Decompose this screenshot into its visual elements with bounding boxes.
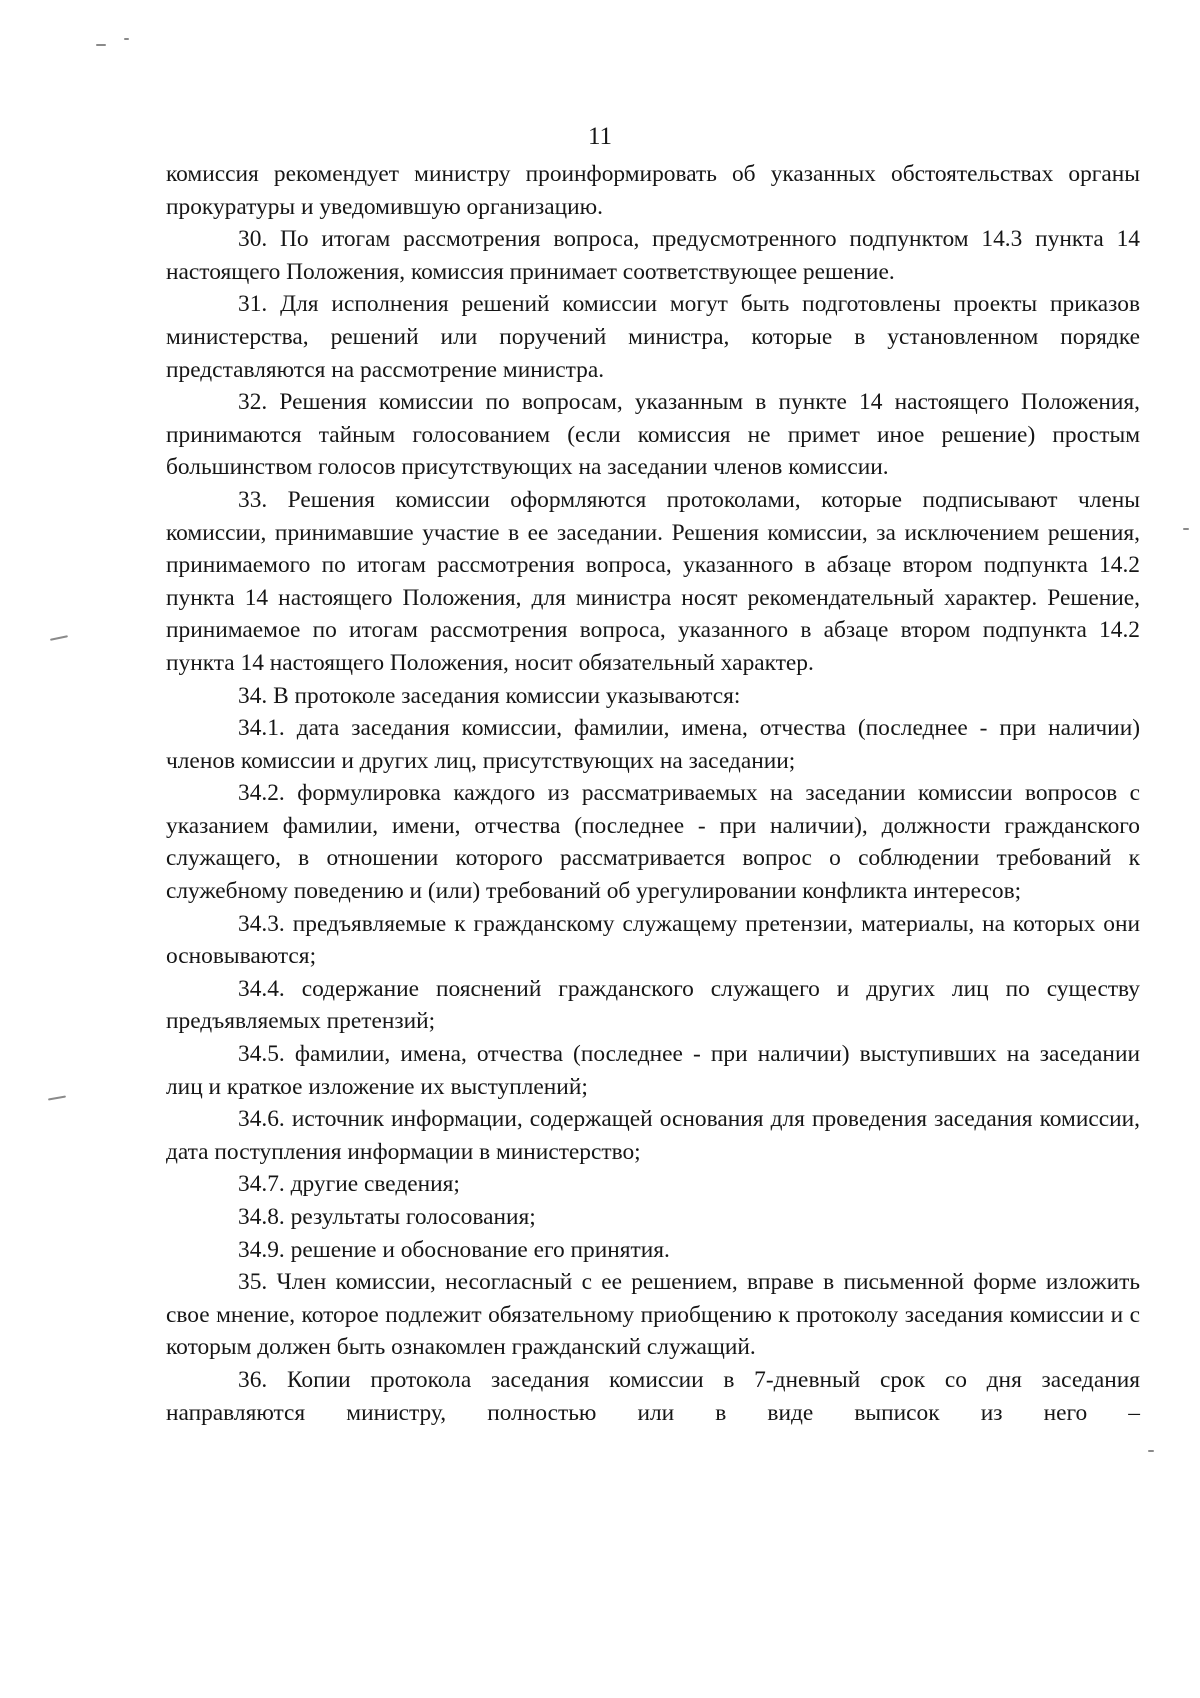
paragraph-31: 31. Для исполнения решений комиссии могут быть подготовлены проекты приказов министерства, решений или поручений министра, которые в установленном порядке представляются на рассмотрение министра. [166, 291, 1140, 383]
paragraph-34-2: 34.2. формулировка каждого из рассматриваемых на заседании комиссии вопросов с указанием фамилии, имени, отчества (последнее - при наличии), должности гражданского служащего, в отношении которого рассматривается вопрос о соблюдении требований к служебному поведению и (или) требований об урегулировании конфликта интересов; [166, 780, 1140, 905]
paragraph-32: 32. Решения комиссии по вопросам, указанным в пункте 14 настоящего Положения, принимаются тайным голосованием (если комиссия не примет иное решение) простым большинством голосов присутствующих на заседании членов комиссии. [166, 389, 1140, 481]
paragraph-33: 33. Решения комиссии оформляются протоколами, которые подписывают члены комиссии, принимавшие участие в ее заседании. Решения комиссии, за исключением решения, принимаемого по итогам рассмотрения вопроса, указанного в абзаце втором подпункта 14.2 пункта 14 настоящего Положения, для министра носят рекомендательный характер. Решение, принимаемое по итогам рассмотрения вопроса, указанного в абзаце втором подпункта 14.2 пункта 14 настоящего Положения, носит обязательный характер. [166, 486, 1140, 676]
scan-speck [124, 38, 129, 40]
scan-speck [96, 44, 106, 46]
paragraph-34-3: 34.3. предъявляемые к гражданскому служащему претензии, материалы, на которых они основываются; [166, 910, 1140, 970]
paragraph-34-6: 34.6. источник информации, содержащей основания для проведения заседания комиссии, дата поступления информации в министерство; [166, 1106, 1140, 1165]
paragraph-34-5: 34.5. фамилии, имена, отчества (последнее - при наличии) выступивших на заседании лиц и краткое изложение их выступлений; [166, 1041, 1140, 1100]
scan-speck [1183, 528, 1189, 530]
document-body [166, 158, 1140, 1429]
paragraph-34-1: 34.1. дата заседания комиссии, фамилии, имена, отчества (последнее - при наличии) членов комиссии и других лиц, присутствующих на заседании; [166, 715, 1140, 774]
scan-speck [50, 635, 68, 641]
paragraph-35: 35. Член комиссии, несогласный с ее решением, вправе в письменной форме изложить свое мнение, которое подлежит обязательному приобщению к протоколу заседания комиссии и с которым должен быть ознакомлен гражданский служащий. [166, 1269, 1140, 1361]
scan-speck [48, 1095, 66, 1100]
paragraph-34-4: 34.4. содержание пояснений гражданского служащего и других лиц по существу предъявляемых претензий; [166, 975, 1140, 1035]
paragraph-continuation: комиссия рекомендует министру проинформировать об указанных обстоятельствах органы прокуратуры и уведомившую организацию. [166, 161, 1140, 220]
paragraph-34-9: 34.9. решение и обоснование его принятия. [238, 1236, 670, 1263]
page-number: 11 [587, 123, 613, 150]
paragraph-34: 34. В протоколе заседания комиссии указываются: [238, 682, 741, 709]
paragraph-34-7: 34.7. другие сведения; [238, 1171, 460, 1198]
paragraph-36: 36. Копии протокола заседания комиссии в 7-дневный срок со дня заседания направляются министру, полностью или в виде выписок из него – [166, 1366, 1140, 1426]
scan-speck [1148, 1450, 1154, 1452]
paragraph-34-8: 34.8. результаты голосования; [238, 1204, 536, 1230]
paragraph-30: 30. По итогам рассмотрения вопроса, предусмотренного подпунктом 14.3 пункта 14 настоящего Положения, комиссия принимает соответствующее решение. [166, 226, 1140, 285]
